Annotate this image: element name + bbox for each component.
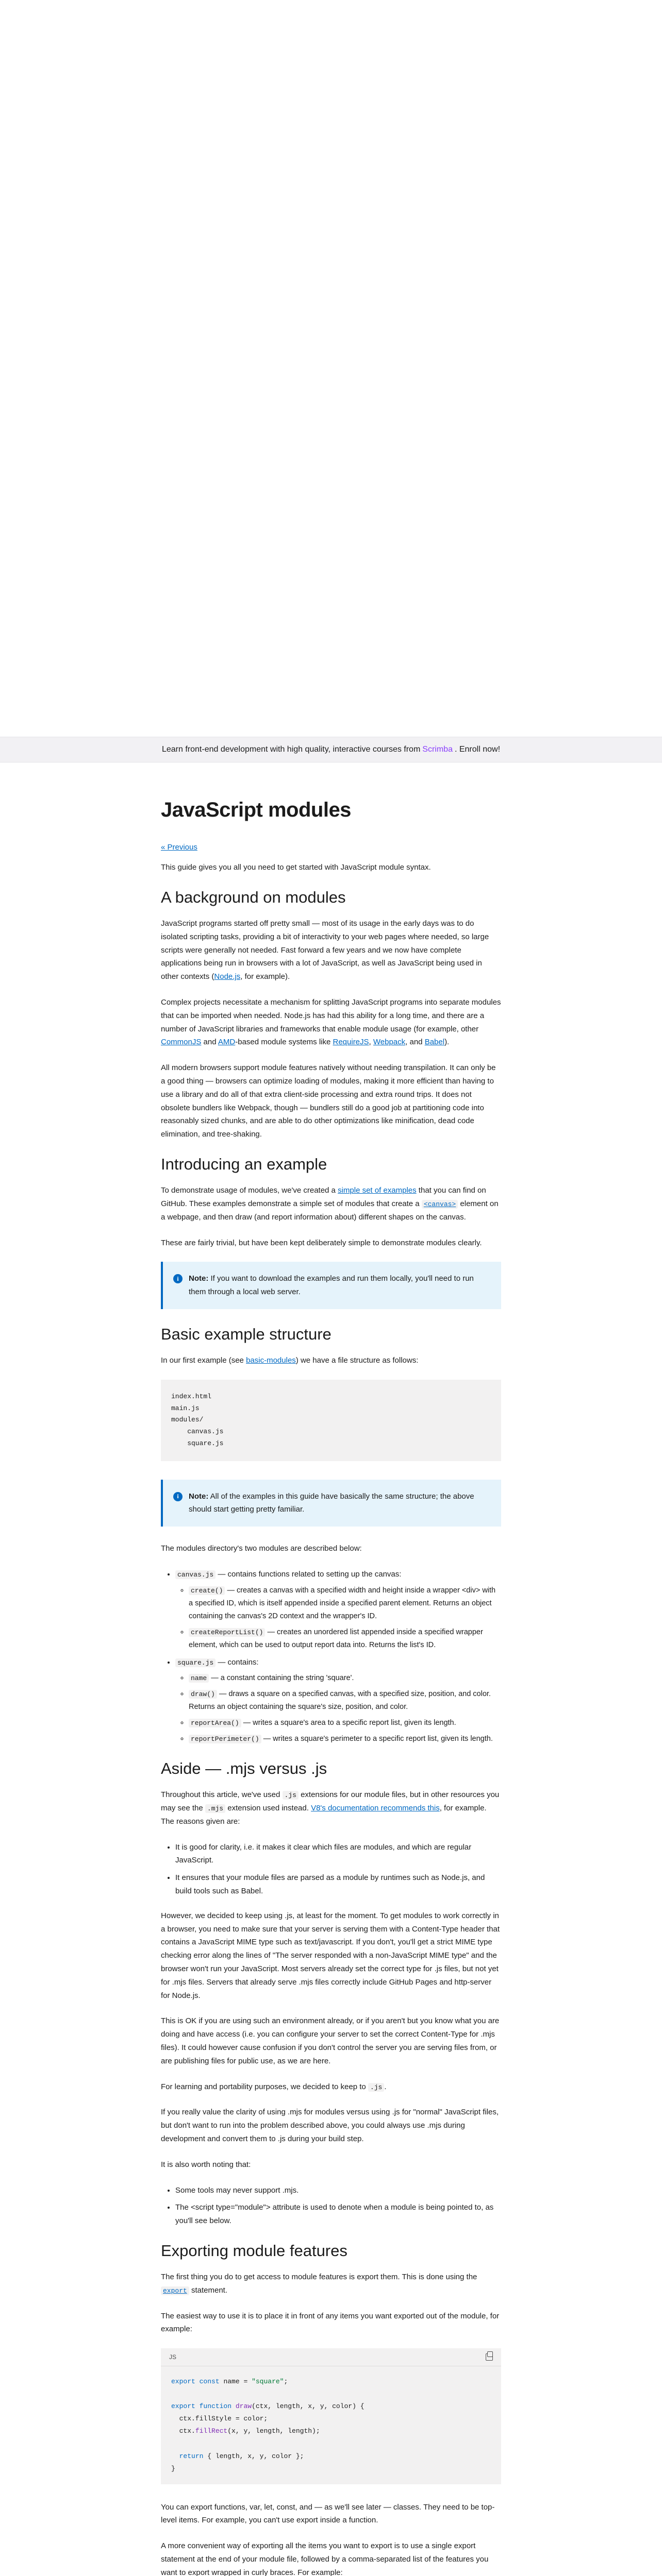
code: square.js [175, 1658, 216, 1667]
background-p2 [161, 996, 501, 1049]
list-item [175, 1656, 501, 1745]
info-icon: i [173, 1274, 183, 1283]
heading-aside: Aside — .mjs versus .js [161, 1759, 327, 1777]
text: . [384, 2082, 387, 2091]
text: — writes a square's perimeter to a specific report list, given its length. [261, 1735, 493, 1743]
text: extensions for our module files, but in other resources you may see the [161, 1790, 500, 1812]
code: reportPerimeter() [189, 1735, 261, 1743]
file-tree: index.html main.js modules/ canvas.js square.js [161, 1380, 501, 1461]
basic-modules-link[interactable]: basic-modules [246, 1356, 296, 1365]
text: — draws a square on a specified canvas, with a specified size, position, and color. Returns an object containing the square's size, position, and color. [189, 1690, 491, 1711]
text: ) we have a file structure as follows: [295, 1356, 419, 1365]
text: Throughout this article, we've used [161, 1790, 283, 1800]
text: -based module systems like [235, 1038, 333, 1047]
exporting-p2: The easiest way to use it is to place it in front of any items you want exported out of the module, for example: [161, 2311, 500, 2334]
aside-p3: This is OK if you are using such an environment already, or if you aren't but you know what you are doing and have access (i.e. you can configure your server to set the correct Content-Type for .mjs files). It could however cause confusion if you don't control the server you are serving files from, or are publishing files for public use, as we are here. [161, 2016, 500, 2065]
text: To demonstrate usage of modules, we've created a [161, 1186, 338, 1195]
banner-text-end: . Enroll now! [454, 745, 501, 754]
text: All of the examples in this guide have basically the same structure; the above should start getting pretty familiar. [189, 1492, 474, 1514]
list-item: • The <script type="module"> attribute is used to denote when a module is being pointed to, as you'll see below. [175, 2201, 501, 2228]
aside-p6: It is also worth noting that: [161, 2160, 251, 2169]
code-header [161, 2348, 501, 2366]
text: The first thing you do to get access to module features is export them. This is done using the [161, 2273, 477, 2282]
page-title: JavaScript modules [161, 799, 351, 821]
note-label: Note: [189, 1274, 209, 1283]
banner-text: Learn front-end development with high quality, interactive courses from [161, 745, 421, 754]
banner-link[interactable]: Scrimba [422, 745, 453, 754]
code: .js [283, 1791, 299, 1800]
square-sublist [175, 1672, 501, 1745]
text: , and [405, 1038, 425, 1047]
text: , for example. The reasons given are: [161, 1803, 487, 1826]
text: — creates an unordered list appended inside a specified wrapper element, which can be used to output report data into. Returns the list's ID. [189, 1628, 483, 1649]
code: <canvas> [422, 1200, 458, 1209]
intro-paragraph: This guide gives you all you need to get started with JavaScript module syntax. [161, 863, 431, 872]
list-item [189, 1733, 501, 1745]
list-item [189, 1584, 501, 1623]
example-p2: These are fairly trivial, but have been kept deliberately simple to demonstrate modules clearly. [161, 1238, 482, 1247]
note-text [189, 1272, 489, 1299]
export-link[interactable] [161, 2286, 189, 2295]
heading-background: A background on modules [161, 888, 346, 906]
v8-docs-link[interactable]: V8's documentation recommends this [311, 1803, 440, 1812]
note-text [189, 1490, 489, 1517]
text: extension used instead. [225, 1803, 311, 1812]
note-callout [161, 1480, 501, 1527]
list-item [175, 1568, 501, 1651]
webpack-link[interactable]: Webpack [373, 1038, 406, 1047]
requirejs-link[interactable]: RequireJS [333, 1038, 369, 1047]
aside-p5: If you really value the clarity of using .mjs for modules versus using .js for "normal" JavaScript files, but don't want to run into the problem described above, you could always use .mjs during development and convert them to .js during your build step. [161, 2108, 499, 2143]
note-callout [161, 1262, 501, 1309]
text: that you can find on GitHub. These examples demonstrate a simple set of modules that create a [161, 1186, 486, 1208]
code: draw() [189, 1690, 217, 1699]
canvas-link[interactable] [422, 1199, 458, 1208]
exporting-p1 [161, 2270, 501, 2297]
previous-link[interactable]: « Previous [161, 843, 197, 852]
structure-p2: The modules directory's two modules are described below: [161, 1544, 362, 1553]
examples-link[interactable]: simple set of examples [338, 1186, 417, 1195]
list-item: • It ensures that your module files are parsed as a module by runtimes such as Node.js, and build tools such as Babel. [175, 1871, 501, 1898]
code: name [189, 1674, 209, 1683]
text: — contains: [216, 1657, 259, 1667]
blank-top-area [0, 0, 662, 737]
text: For learning and portability purposes, we decided to keep to [161, 2082, 368, 2091]
background-p1 [161, 917, 501, 984]
exporting-p4: A more convenient way of exporting all the items you want to export is to use a single export statement at the end of your module file, followed by a comma-separated list of the features you want to export wrapped in curly braces. For example: [161, 2541, 489, 2576]
code: .mjs [205, 1804, 225, 1813]
example-p1 [161, 1184, 501, 1224]
canvas-sublist [175, 1584, 501, 1652]
text: — a constant containing the string 'square'. [209, 1674, 354, 1683]
text: — creates a canvas with a specified width and height inside a wrapper <div> with a specified ID, which is itself appended inside a specified parent element. Returns an object containing the canvas's 2D context and the wrapper's ID. [189, 1586, 496, 1620]
list-item: • It is good for clarity, i.e. it makes it clear which files are modules, and which are regular JavaScript. [175, 1841, 501, 1868]
note-label: Note: [189, 1492, 209, 1501]
copy-icon[interactable] [486, 2353, 493, 2361]
text: In our first example (see [161, 1356, 246, 1365]
text: element on a webpage, and then draw (and report information about) different shapes on the canvas. [161, 1199, 499, 1222]
text: Complex projects necessitate a mechanism for splitting JavaScript programs into separate modules that can be imported when needed. Node.js has had this ability for a long time, and there are a number of JavaScript libraries and frameworks that enable module usage (for example, other [161, 997, 501, 1033]
amd-link[interactable]: AMD [218, 1038, 236, 1047]
text: statement. [189, 2285, 228, 2295]
text: and [201, 1038, 218, 1047]
code: create() [189, 1586, 225, 1595]
notes-list [161, 2184, 501, 2228]
code-block [161, 2348, 501, 2484]
text: — contains functions related to setting up the canvas: [216, 1570, 402, 1579]
text: JavaScript programs started off pretty small — most of its usage in the early days was to do isolated scripting tasks, providing a bit of interactivity to your web pages where needed, so large scripts were generally not needed. Fast forward a few years and we now have complete applications being run in browsers with a lot of JavaScript, as well as JavaScript being used in other contexts ( [161, 919, 489, 981]
commonjs-link[interactable]: CommonJS [161, 1038, 202, 1047]
heading-example: Introducing an example [161, 1155, 327, 1173]
promo-banner [0, 737, 662, 762]
code: export [161, 2286, 189, 2295]
list-item [189, 1672, 501, 1685]
babel-link[interactable]: Babel [424, 1038, 445, 1047]
list-item: • Some tools may never support .mjs. [175, 2184, 501, 2197]
code: createReportList() [189, 1628, 265, 1637]
list-item [189, 1626, 501, 1652]
list-item [189, 1717, 501, 1730]
text: If you want to download the examples and run them locally, you'll need to run them through a local web server. [189, 1274, 474, 1297]
heading-structure: Basic example structure [161, 1325, 332, 1343]
aside-p4 [161, 2080, 501, 2094]
text: — writes a square's area to a specific report list, given its length. [241, 1719, 456, 1727]
text: , for example). [240, 972, 290, 981]
code: .js [368, 2083, 384, 2092]
structure-p1 [161, 1354, 501, 1367]
text: , [369, 1038, 373, 1047]
code-body: export const name = "square"; export function draw(ctx, length, x, y, color) { ctx.fillStyle = color; ctx.fillRect(x, y, length, length); return { length, x, y, color }; } [171, 2378, 365, 2472]
code-lang: JS [169, 2353, 177, 2361]
background-p3: All modern browsers support module features natively without needing transpilation. It can only be a good thing — browsers can optimize loading of modules, making it more efficient than having to use a library and do all of that extra client-side processing and extra round trips. It does not obsolete bundlers like Webpack, though — bundlers still do a good job at partitioning code into reasonably sized chunks, and are able to do other optimizations like minification, dead code elimination, and tree-shaking. [161, 1063, 496, 1139]
text: ). [444, 1038, 450, 1047]
reasons-list [161, 1841, 501, 1898]
code: canvas.js [175, 1570, 216, 1579]
aside-p2: However, we decided to keep using .js, at least for the moment. To get modules to work correctly in a browser, you need to make sure that your server is serving them with a Content-Type header that contains a JavaScript MIME type such as text/javascript. If you don't, you'll get a strict MIME type checking error along the lines of "The server responded with a non-JavaScript MIME type" and the browser won't run your JavaScript. Most servers already set the correct type for .js files, but not yet for .mjs files. Servers that already serve .mjs files correctly include GitHub Pages and http-server for Node.js. [161, 1911, 500, 2000]
exporting-p3: You can export functions, var, let, const, and — as we'll see later — classes. They need to be top-level items. For example, you can't use export inside a function. [161, 2502, 495, 2525]
heading-exporting: Exporting module features [161, 2241, 347, 2260]
list-item [189, 1688, 501, 1714]
code: reportArea() [189, 1719, 241, 1727]
article [161, 762, 501, 2576]
nodejs-link[interactable]: Node.js [214, 972, 241, 981]
modules-list [161, 1568, 501, 1745]
info-icon: i [173, 1492, 183, 1501]
aside-p1 [161, 1788, 501, 1828]
